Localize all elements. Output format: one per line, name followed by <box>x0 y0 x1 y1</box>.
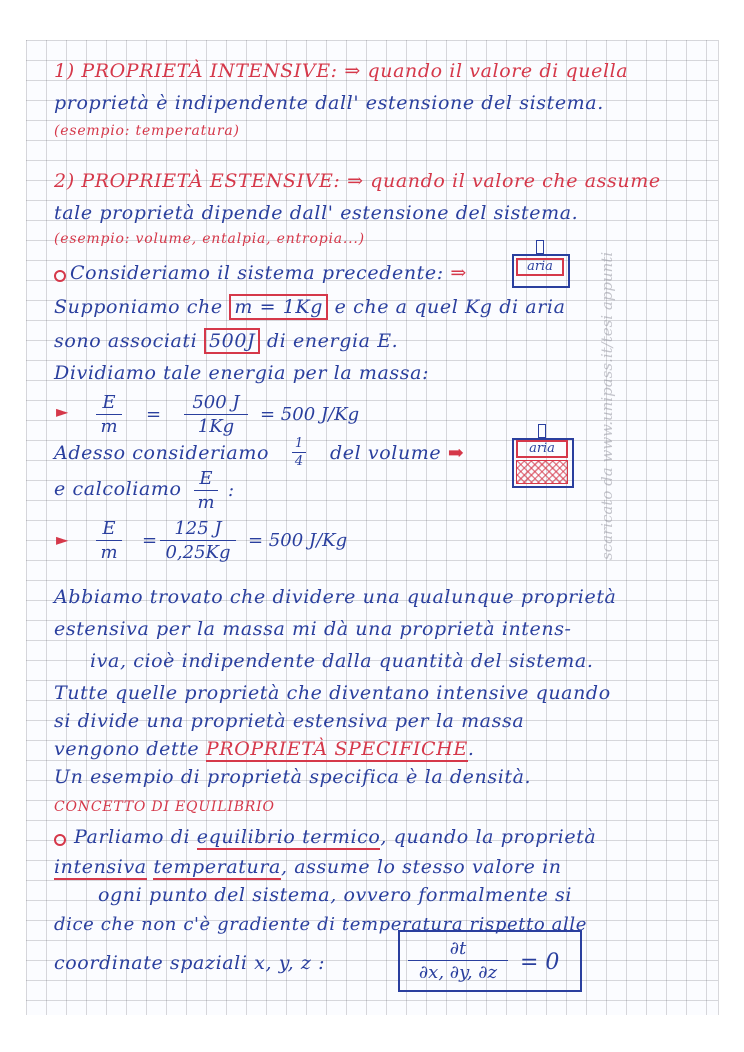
hatched-region <box>516 460 568 484</box>
text-line: Un esempio di proprietà specifica è la densità. <box>54 766 532 788</box>
text-line: estensiva per la massa mi dà una proprietà intens- <box>54 618 572 640</box>
watermark: scaricato da www.unipass.it/tesi appunti <box>598 251 616 560</box>
equals-sign: = <box>142 530 158 551</box>
fraction-500j-over-1kg: 500 J 1Kg <box>184 392 248 437</box>
fraction-e-over-m: E m <box>96 392 122 437</box>
text-line: vengono dette PROPRIETÀ SPECIFICHE. <box>54 738 475 760</box>
formula-result: = 0 <box>520 950 560 975</box>
text-line: intensiva temperatura, assume lo stesso valore in <box>54 856 562 878</box>
text-line: Abbiamo trovato che dividere una qualunque proprietà <box>54 586 617 608</box>
text-line: tale proprietà dipende dall' estensione del sistema. <box>54 202 579 224</box>
text-line: proprietà è indipendente dall' estensione del sistema. <box>54 92 604 114</box>
text-line: Dividiamo tale energia per la massa: <box>54 362 430 384</box>
fraction-one-quarter: 1 4 <box>292 436 306 469</box>
text-line: dice che non c'è gradiente di temperatura rispetto alle <box>54 914 587 935</box>
formula-result: = 500 J/Kg <box>248 530 348 551</box>
heading-equilibrium: CONCETTO DI EQUILIBRIO <box>54 799 275 815</box>
text-line: Tutte quelle proprietà che diventano intensive quando <box>54 682 611 704</box>
heading-intensive: 1) PROPRIETÀ INTENSIVE: ⇒ quando il valore di quella <box>54 60 629 82</box>
equals-sign: = <box>146 404 162 425</box>
gradient-formula-box <box>398 930 582 992</box>
text-line: Supponiamo che m = 1Kg e che a quel Kg di aria <box>54 296 566 318</box>
fraction-e-over-m: E m <box>194 468 218 513</box>
colon: : <box>228 480 235 501</box>
text-line: sono associati 500J di energia E. <box>54 330 399 352</box>
heading-extensive: 2) PROPRIETÀ ESTENSIVE: ⇒ quando il valore che assume <box>54 170 661 192</box>
text-line: ogni punto del sistema, ovvero formalmente si <box>98 884 573 906</box>
fraction-e-over-m: E m <box>96 518 122 563</box>
example-extensive: (esempio: volume, entalpia, entropia...) <box>54 231 365 247</box>
formula-result: = 500 J/Kg <box>260 404 360 425</box>
text-line: e calcoliamo <box>54 478 182 500</box>
bullet-icon <box>54 270 66 282</box>
arrow-bullet-icon: ► <box>56 402 69 421</box>
text-line: iva, cioè indipendente dalla quantità del sistema. <box>90 650 594 672</box>
piston-cylinder-diagram: aria <box>512 240 570 288</box>
piston-cylinder-quarter-diagram: aria <box>512 424 574 488</box>
text-line: coordinate spaziali x, y, z : <box>54 952 326 974</box>
text-line: Adesso consideriamo <box>54 442 270 464</box>
fraction-125j-over-025kg: 125 J 0,25Kg <box>160 518 236 563</box>
bullet-icon <box>54 834 66 846</box>
gradient-fraction: ∂t ∂x, ∂y, ∂z <box>408 938 508 983</box>
text-line: si divide una proprietà estensiva per la massa <box>54 710 525 732</box>
text-line: del volume ➡ <box>330 442 465 464</box>
arrow-bullet-icon: ► <box>56 530 69 549</box>
example-intensive: (esempio: temperatura) <box>54 123 240 139</box>
text-line: Consideriamo il sistema precedente: ⇒ <box>70 262 467 284</box>
text-line: Parliamo di equilibrio termico, quando la proprietà <box>74 826 597 848</box>
